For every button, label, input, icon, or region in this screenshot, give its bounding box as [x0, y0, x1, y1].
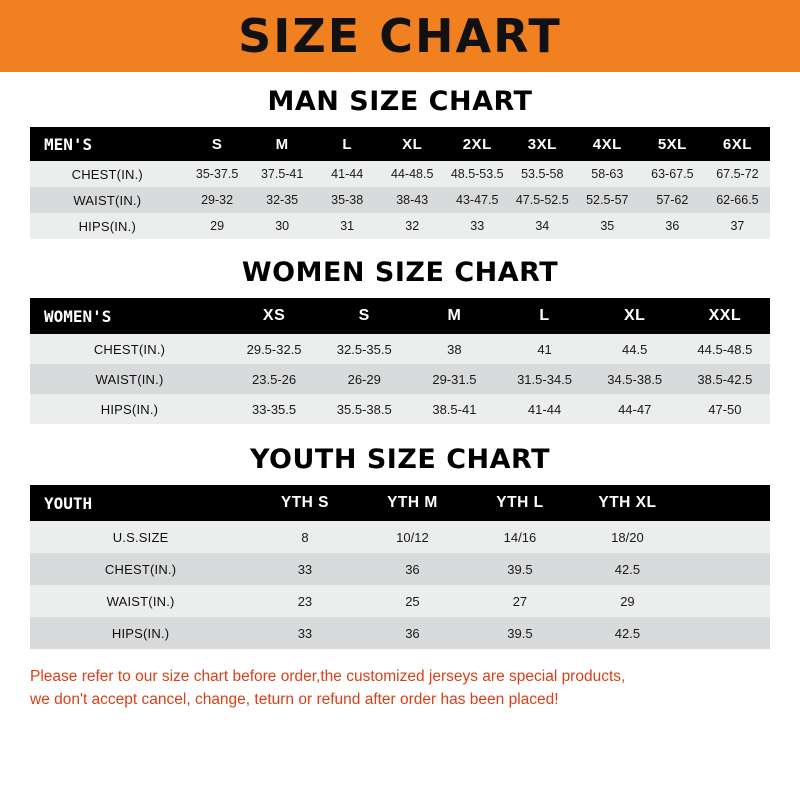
cell-empty — [681, 553, 770, 585]
cell: 18/20 — [574, 521, 682, 553]
cell: 38.5-41 — [409, 394, 499, 424]
men-size-header: XL — [380, 127, 445, 161]
cell: 53.5-58 — [510, 161, 575, 187]
cell: 43-47.5 — [445, 187, 510, 213]
men-size-header: 3XL — [510, 127, 575, 161]
women-size-header: M — [409, 298, 499, 334]
women-size-header: XS — [229, 298, 319, 334]
cell: 44-47 — [590, 394, 680, 424]
cell: 57-62 — [640, 187, 705, 213]
women-section-title: WOMEN SIZE CHART — [241, 257, 559, 288]
youth-size-header: YTH S — [251, 485, 359, 521]
youth-size-header: YTH XL — [574, 485, 682, 521]
cell: 29-31.5 — [409, 364, 499, 394]
cell: 58-63 — [575, 161, 640, 187]
cell: 38-43 — [380, 187, 445, 213]
row-label: U.S.SIZE — [30, 521, 251, 553]
women-corner-label: WOMEN'S — [30, 298, 229, 334]
cell-empty — [681, 617, 770, 649]
cell: 33-35.5 — [229, 394, 319, 424]
cell: 44-48.5 — [380, 161, 445, 187]
cell: 33 — [251, 553, 359, 585]
row-label: HIPS(IN.) — [30, 394, 229, 424]
youth-table-body — [30, 521, 770, 649]
cell: 36 — [359, 617, 467, 649]
cell: 26-29 — [319, 364, 409, 394]
table-row — [30, 213, 770, 239]
banner — [0, 0, 800, 72]
table-row — [30, 617, 770, 649]
cell: 44.5 — [590, 334, 680, 364]
disclaimer-line-1: Please refer to our size chart before order,the customized jerseys are special products, — [30, 668, 626, 685]
cell: 30 — [250, 213, 315, 239]
cell: 35.5-38.5 — [319, 394, 409, 424]
women-size-table — [30, 298, 770, 424]
row-label: HIPS(IN.) — [30, 213, 185, 239]
men-section-title: MAN SIZE CHART — [267, 86, 533, 117]
men-size-header: M — [250, 127, 315, 161]
table-row — [30, 553, 770, 585]
cell: 41-44 — [499, 394, 589, 424]
row-label: WAIST(IN.) — [30, 585, 251, 617]
cell: 14/16 — [466, 521, 574, 553]
table-row — [30, 521, 770, 553]
table-row — [30, 394, 770, 424]
row-label: WAIST(IN.) — [30, 364, 229, 394]
men-size-header: S — [185, 127, 250, 161]
cell: 41 — [499, 334, 589, 364]
row-label: CHEST(IN.) — [30, 334, 229, 364]
men-size-header: 2XL — [445, 127, 510, 161]
men-table-head — [30, 127, 770, 161]
youth-size-header: YTH M — [359, 485, 467, 521]
youth-corner-label: YOUTH — [30, 485, 251, 521]
cell: 39.5 — [466, 617, 574, 649]
cell: 67.5-72 — [705, 161, 770, 187]
disclaimer-line-2: we don't accept cancel, change, teturn or refund after order has been placed! — [30, 691, 559, 709]
cell: 37 — [705, 213, 770, 239]
cell: 47-50 — [680, 394, 770, 424]
cell: 42.5 — [574, 617, 682, 649]
table-row — [30, 585, 770, 617]
youth-spacer-header — [681, 485, 770, 521]
cell: 36 — [640, 213, 705, 239]
cell: 52.5-57 — [575, 187, 640, 213]
cell-empty — [681, 521, 770, 553]
cell: 35-38 — [315, 187, 380, 213]
cell: 41-44 — [315, 161, 380, 187]
women-size-header: XXL — [680, 298, 770, 334]
cell: 32-35 — [250, 187, 315, 213]
men-size-header: 5XL — [640, 127, 705, 161]
cell: 33 — [251, 617, 359, 649]
row-label: CHEST(IN.) — [30, 161, 185, 187]
cell: 33 — [445, 213, 510, 239]
cell: 29 — [574, 585, 682, 617]
cell: 42.5 — [574, 553, 682, 585]
cell: 29 — [185, 213, 250, 239]
disclaimer-note — [30, 665, 770, 712]
row-label: HIPS(IN.) — [30, 617, 251, 649]
cell: 10/12 — [359, 521, 467, 553]
men-size-header: 6XL — [705, 127, 770, 161]
cell: 35-37.5 — [185, 161, 250, 187]
table-header-row — [30, 298, 770, 334]
cell: 36 — [359, 553, 467, 585]
table-row — [30, 364, 770, 394]
cell: 63-67.5 — [640, 161, 705, 187]
women-table-head — [30, 298, 770, 334]
youth-table-head — [30, 485, 770, 521]
women-table-body — [30, 334, 770, 424]
cell: 34 — [510, 213, 575, 239]
men-size-table — [30, 127, 770, 239]
women-size-header: XL — [590, 298, 680, 334]
men-size-header: L — [315, 127, 380, 161]
cell: 25 — [359, 585, 467, 617]
row-label: WAIST(IN.) — [30, 187, 185, 213]
cell: 38 — [409, 334, 499, 364]
cell: 48.5-53.5 — [445, 161, 510, 187]
cell: 23 — [251, 585, 359, 617]
cell: 32 — [380, 213, 445, 239]
cell: 31 — [315, 213, 380, 239]
cell: 32.5-35.5 — [319, 334, 409, 364]
cell: 38.5-42.5 — [680, 364, 770, 394]
women-size-header: S — [319, 298, 409, 334]
content — [0, 72, 800, 800]
table-row — [30, 334, 770, 364]
cell: 27 — [466, 585, 574, 617]
cell: 44.5-48.5 — [680, 334, 770, 364]
cell: 37.5-41 — [250, 161, 315, 187]
cell: 29.5-32.5 — [229, 334, 319, 364]
men-table-body — [30, 161, 770, 239]
table-row — [30, 161, 770, 187]
table-header-row — [30, 485, 770, 521]
men-corner-label: MEN'S — [30, 127, 185, 161]
cell: 23.5-26 — [229, 364, 319, 394]
cell: 29-32 — [185, 187, 250, 213]
cell: 31.5-34.5 — [499, 364, 589, 394]
table-header-row — [30, 127, 770, 161]
cell-empty — [681, 585, 770, 617]
youth-section-title: YOUTH SIZE CHART — [249, 444, 551, 475]
cell: 62-66.5 — [705, 187, 770, 213]
cell: 8 — [251, 521, 359, 553]
row-label: CHEST(IN.) — [30, 553, 251, 585]
cell: 47.5-52.5 — [510, 187, 575, 213]
cell: 35 — [575, 213, 640, 239]
youth-size-header: YTH L — [466, 485, 574, 521]
men-size-header: 4XL — [575, 127, 640, 161]
youth-size-table — [30, 485, 770, 649]
table-row — [30, 187, 770, 213]
cell: 39.5 — [466, 553, 574, 585]
page-title: SIZE CHART — [238, 9, 562, 63]
women-size-header: L — [499, 298, 589, 334]
cell: 34.5-38.5 — [590, 364, 680, 394]
